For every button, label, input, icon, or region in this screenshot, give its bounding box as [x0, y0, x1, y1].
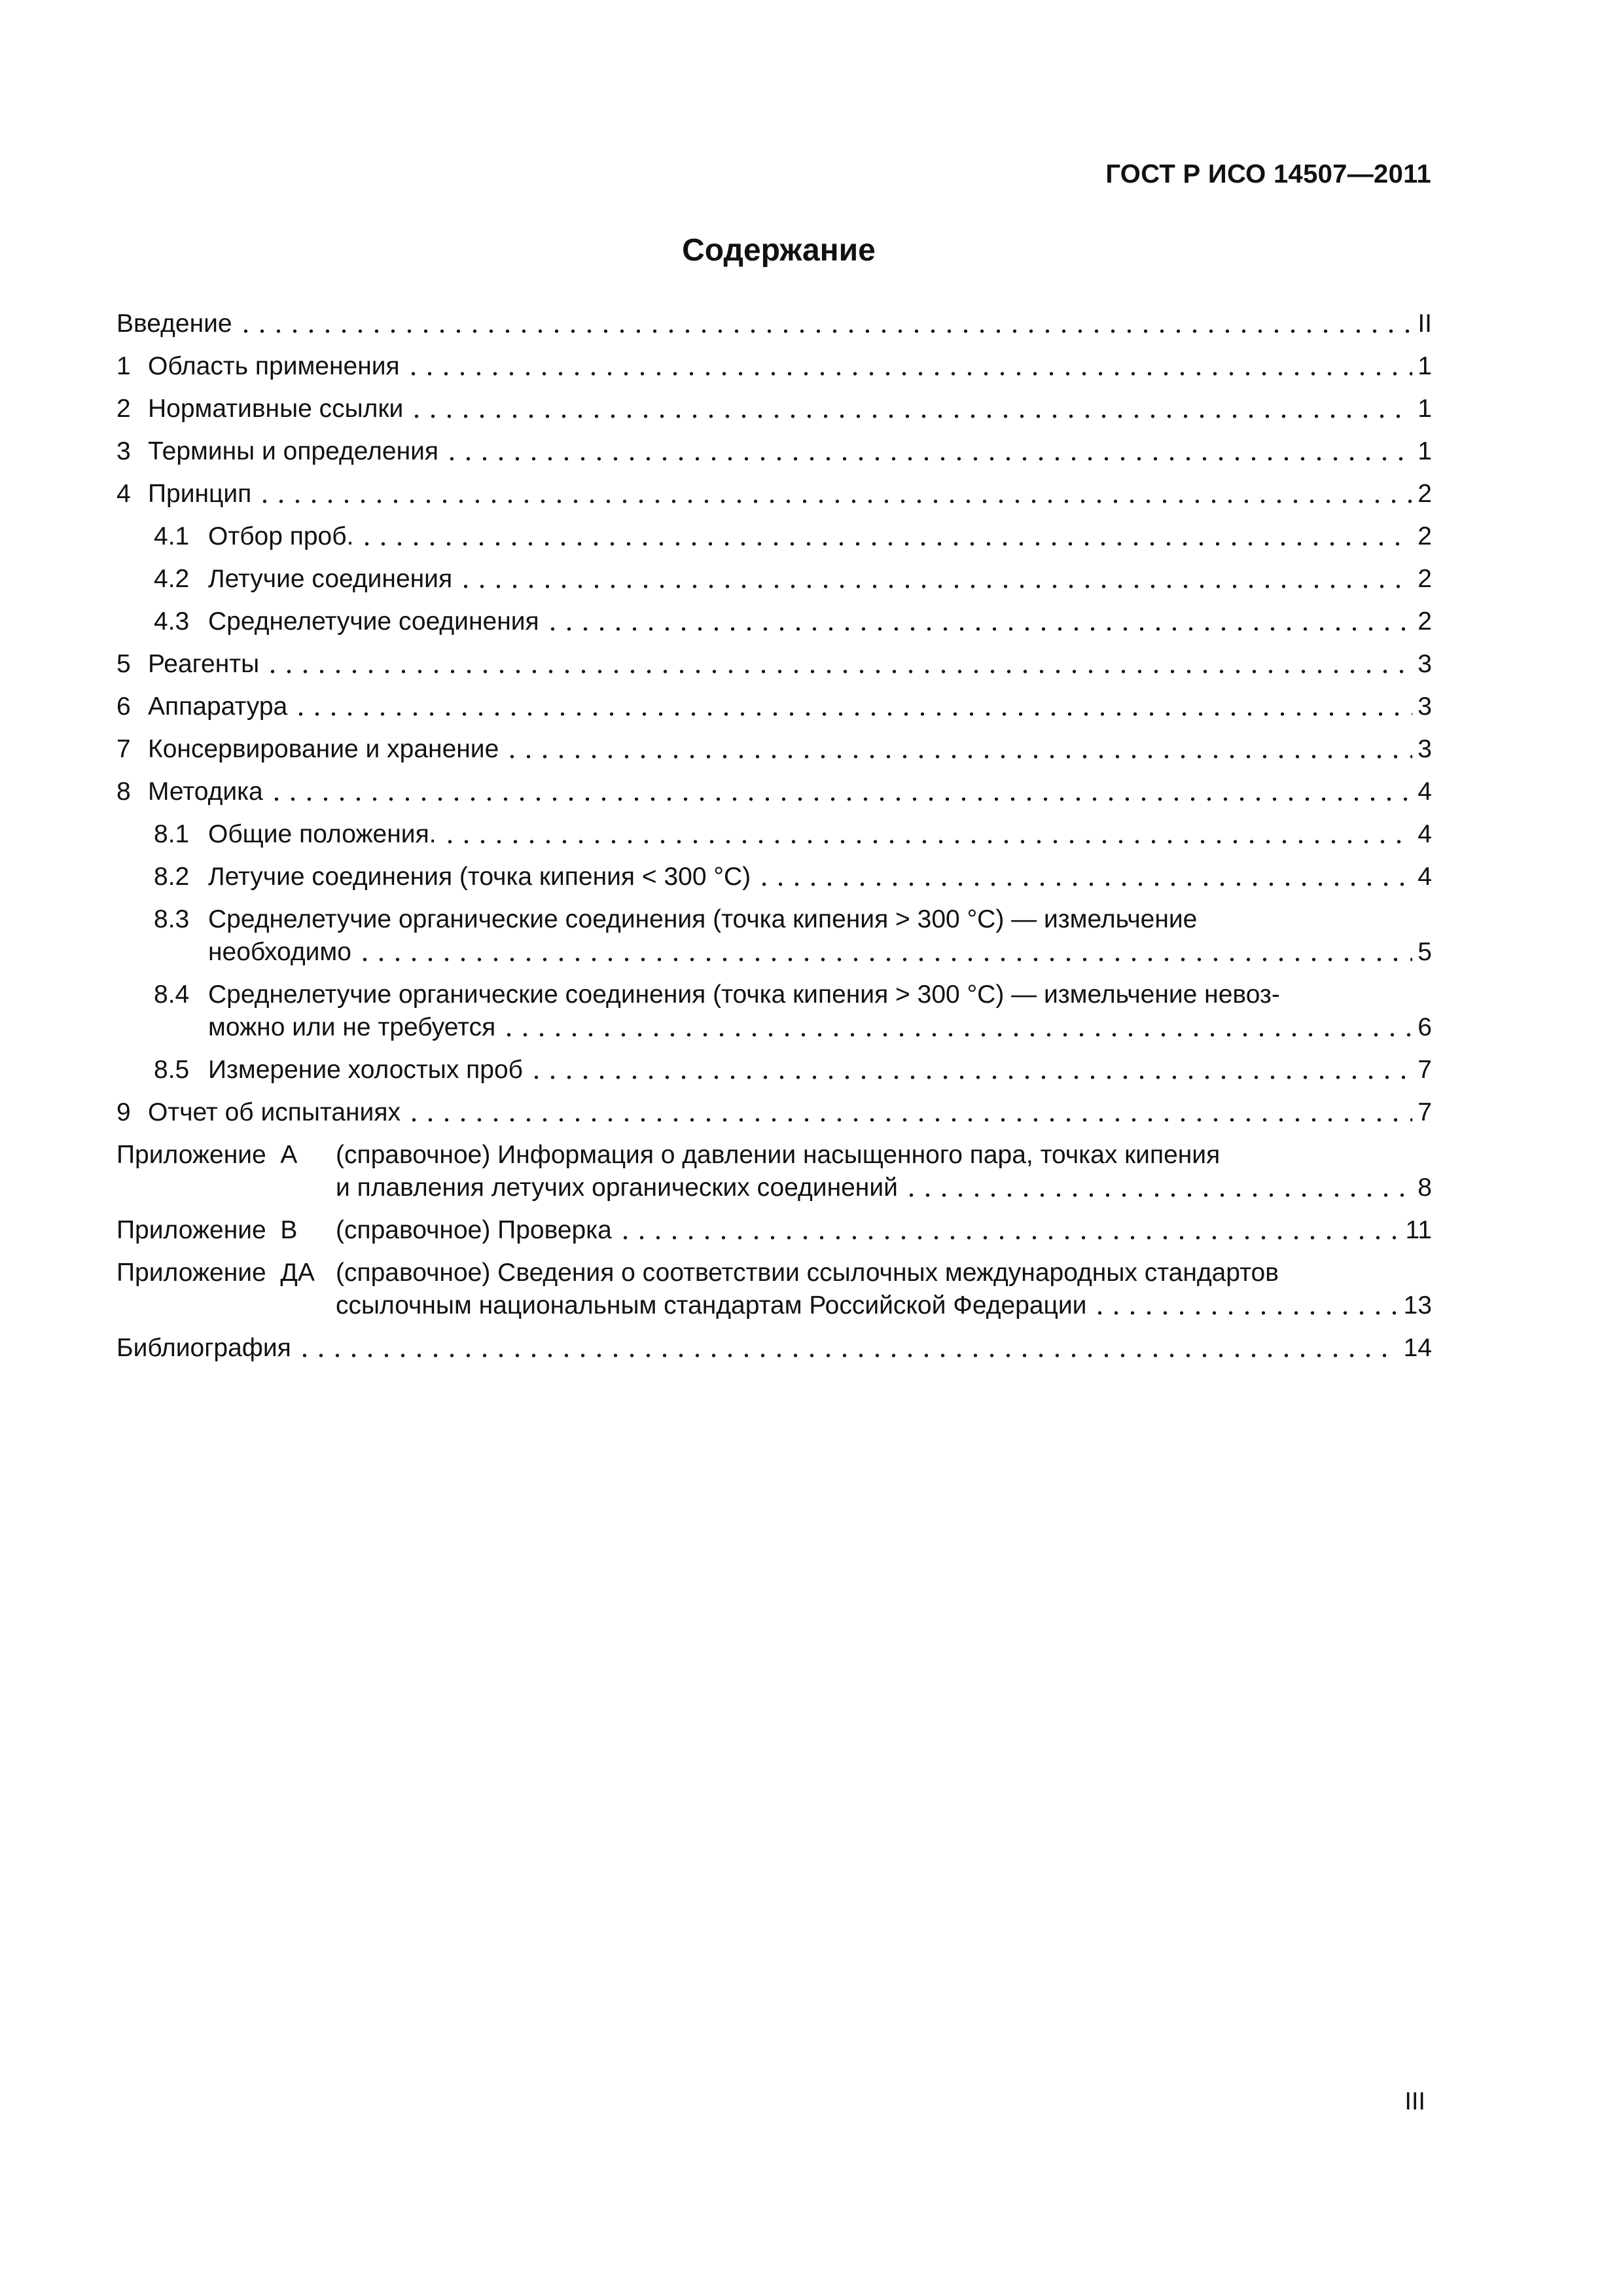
toc-number: 7: [116, 735, 131, 763]
toc-entry-continuation: [154, 936, 1432, 969]
dot-leader: [544, 627, 1413, 631]
dot-leader: [296, 1354, 1399, 1357]
toc-label-line1: (справочное) Сведения о соответствии ссылочных международных стандартов: [336, 1259, 1279, 1287]
dot-leader: [257, 499, 1412, 503]
dot-leader: [293, 712, 1412, 716]
toc-label: Летучие соединения (точка кипения < 300 °C): [208, 863, 751, 891]
table-of-contents: [116, 308, 1432, 1374]
toc-entry-6[interactable]: [116, 691, 1432, 723]
toc-label: Принцип: [148, 480, 252, 508]
toc-number: 1: [116, 352, 131, 380]
toc-page-number: 1: [1418, 352, 1432, 380]
toc-label-line1: (справочное) Информация о давлении насыщенного пара, точках кипения: [336, 1141, 1221, 1169]
toc-page-number: 3: [1418, 735, 1432, 763]
toc-number: 8.4: [154, 980, 190, 1009]
toc-label: Отчет об испытаниях: [148, 1098, 401, 1126]
toc-label: Летучие соединения: [208, 565, 453, 593]
toc-page-number: 2: [1418, 480, 1432, 508]
toc-page-number: 2: [1418, 607, 1432, 636]
toc-entry-4-3[interactable]: [116, 605, 1432, 638]
toc-appendix-label: Приложение А: [116, 1141, 298, 1169]
toc-entry-8-2[interactable]: [116, 861, 1432, 893]
toc-entry-2[interactable]: [116, 393, 1432, 425]
toc-number: 4.2: [154, 565, 190, 593]
toc-label: Среднелетучие соединения: [208, 607, 539, 636]
toc-entry-first-line: [116, 1257, 1432, 1289]
toc-page-number: 2: [1418, 522, 1432, 550]
toc-label-line1: Среднелетучие органические соединения (точка кипения > 300 °C) — измельчение невоз-: [208, 980, 1280, 1009]
toc-number: 3: [116, 437, 131, 465]
dot-leader: [501, 1033, 1412, 1037]
toc-entry-8[interactable]: [116, 776, 1432, 808]
toc-entry-first-line: [116, 1139, 1432, 1172]
toc-number: 9: [116, 1098, 131, 1126]
document-code: ГОСТ Р ИСО 14507—2011: [1105, 160, 1431, 188]
dot-leader: [268, 797, 1413, 801]
toc-label: Введение: [116, 310, 232, 338]
toc-number: 8: [116, 778, 131, 806]
toc-entry-continuation: [116, 1172, 1432, 1204]
toc-label: Термины и определения: [148, 437, 439, 465]
toc-page-number: 11: [1405, 1216, 1432, 1244]
dot-leader: [359, 542, 1412, 546]
toc-appendix-label: Приложение ДА: [116, 1259, 315, 1287]
toc-page-number: 1: [1418, 395, 1432, 423]
toc-entry-4-2[interactable]: [116, 563, 1432, 596]
toc-entry-appendix-a[interactable]: [116, 1139, 1432, 1204]
toc-number: 8.5: [154, 1056, 190, 1084]
toc-page-number: 4: [1418, 778, 1432, 806]
toc-entry-5[interactable]: [116, 648, 1432, 681]
toc-label: Реагенты: [148, 650, 260, 678]
dot-leader: [408, 414, 1412, 418]
toc-entry-8-3[interactable]: [116, 903, 1432, 969]
toc-entry-7[interactable]: [116, 733, 1432, 766]
toc-page-number: 8: [1418, 1174, 1432, 1202]
toc-number: 5: [116, 650, 131, 678]
toc-appendix-label: Приложение В: [116, 1216, 298, 1244]
toc-page-number: 1: [1418, 437, 1432, 465]
dot-leader: [756, 882, 1412, 886]
toc-label-line2: можно или не требуется: [208, 1013, 496, 1041]
dot-leader: [238, 329, 1413, 333]
toc-page-number: II: [1418, 310, 1432, 338]
toc-entry-first-line: [154, 978, 1432, 1011]
toc-page-number: 5: [1418, 938, 1432, 966]
dot-leader: [617, 1236, 1400, 1240]
toc-number: 8.3: [154, 905, 190, 933]
dot-leader: [406, 1118, 1412, 1122]
dot-leader: [457, 584, 1412, 588]
toc-label: Нормативные ссылки: [148, 395, 404, 423]
toc-entry-1[interactable]: [116, 350, 1432, 383]
toc-entry-8-5[interactable]: [116, 1054, 1432, 1086]
dot-leader: [903, 1193, 1412, 1197]
toc-entry-bibliography[interactable]: [116, 1332, 1432, 1365]
toc-number: 2: [116, 395, 131, 423]
toc-entry-intro[interactable]: [116, 308, 1432, 340]
toc-entry-9[interactable]: [116, 1096, 1432, 1129]
toc-label: Консервирование и хранение: [148, 735, 499, 763]
dot-leader: [357, 958, 1412, 961]
toc-number: 6: [116, 692, 131, 721]
toc-number: 4.1: [154, 522, 190, 550]
toc-label: Библиография: [116, 1334, 291, 1362]
toc-number: 4: [116, 480, 131, 508]
toc-entry-4-1[interactable]: [116, 520, 1432, 553]
toc-label: Методика: [148, 778, 263, 806]
toc-label: Измерение холостых проб: [208, 1056, 523, 1084]
toc-page-number: 3: [1418, 650, 1432, 678]
dot-leader: [1092, 1311, 1398, 1315]
dot-leader: [528, 1075, 1412, 1079]
toc-label: Отбор проб.: [208, 522, 354, 550]
toc-page-number: 14: [1403, 1334, 1432, 1362]
toc-entry-first-line: [154, 903, 1432, 936]
toc-page-number: 6: [1418, 1013, 1432, 1041]
toc-page-number: 3: [1418, 692, 1432, 721]
dot-leader: [442, 840, 1413, 844]
toc-entry-8-1[interactable]: [116, 818, 1432, 851]
toc-label-line2: необходимо: [208, 938, 351, 966]
toc-label-line2: и плавления летучих органических соединений: [336, 1174, 898, 1202]
toc-entry-4[interactable]: [116, 478, 1432, 511]
toc-label: Аппаратура: [148, 692, 288, 721]
toc-label: Общие положения.: [208, 820, 437, 848]
toc-page-number: 4: [1418, 863, 1432, 891]
page-title: Содержание: [682, 233, 876, 268]
toc-label-line2: ссылочным национальным стандартам Российской Федерации: [336, 1291, 1087, 1319]
toc-entry-appendix-b[interactable]: [116, 1214, 1432, 1247]
toc-number: 4.3: [154, 607, 190, 636]
toc-page-number: 13: [1403, 1291, 1432, 1319]
page-number: III: [1404, 2088, 1425, 2115]
toc-page-number: 2: [1418, 565, 1432, 593]
toc-number: 8.2: [154, 863, 190, 891]
toc-entry-8-4[interactable]: [116, 978, 1432, 1044]
toc-entry-continuation: [116, 1289, 1432, 1322]
toc-label: (справочное) Проверка: [336, 1216, 612, 1244]
toc-label: Область применения: [148, 352, 400, 380]
toc-number: 8.1: [154, 820, 190, 848]
toc-entry-appendix-da[interactable]: [116, 1257, 1432, 1322]
dot-leader: [504, 755, 1412, 759]
toc-entry-3[interactable]: [116, 435, 1432, 468]
dot-leader: [444, 457, 1412, 461]
toc-page-number: 7: [1418, 1056, 1432, 1084]
toc-label-line1: Среднелетучие органические соединения (точка кипения > 300 °C) — измельчение: [208, 905, 1198, 933]
toc-page-number: 7: [1418, 1098, 1432, 1126]
dot-leader: [264, 670, 1412, 673]
toc-page-number: 4: [1418, 820, 1432, 848]
dot-leader: [405, 372, 1413, 376]
toc-entry-continuation: [154, 1011, 1432, 1044]
